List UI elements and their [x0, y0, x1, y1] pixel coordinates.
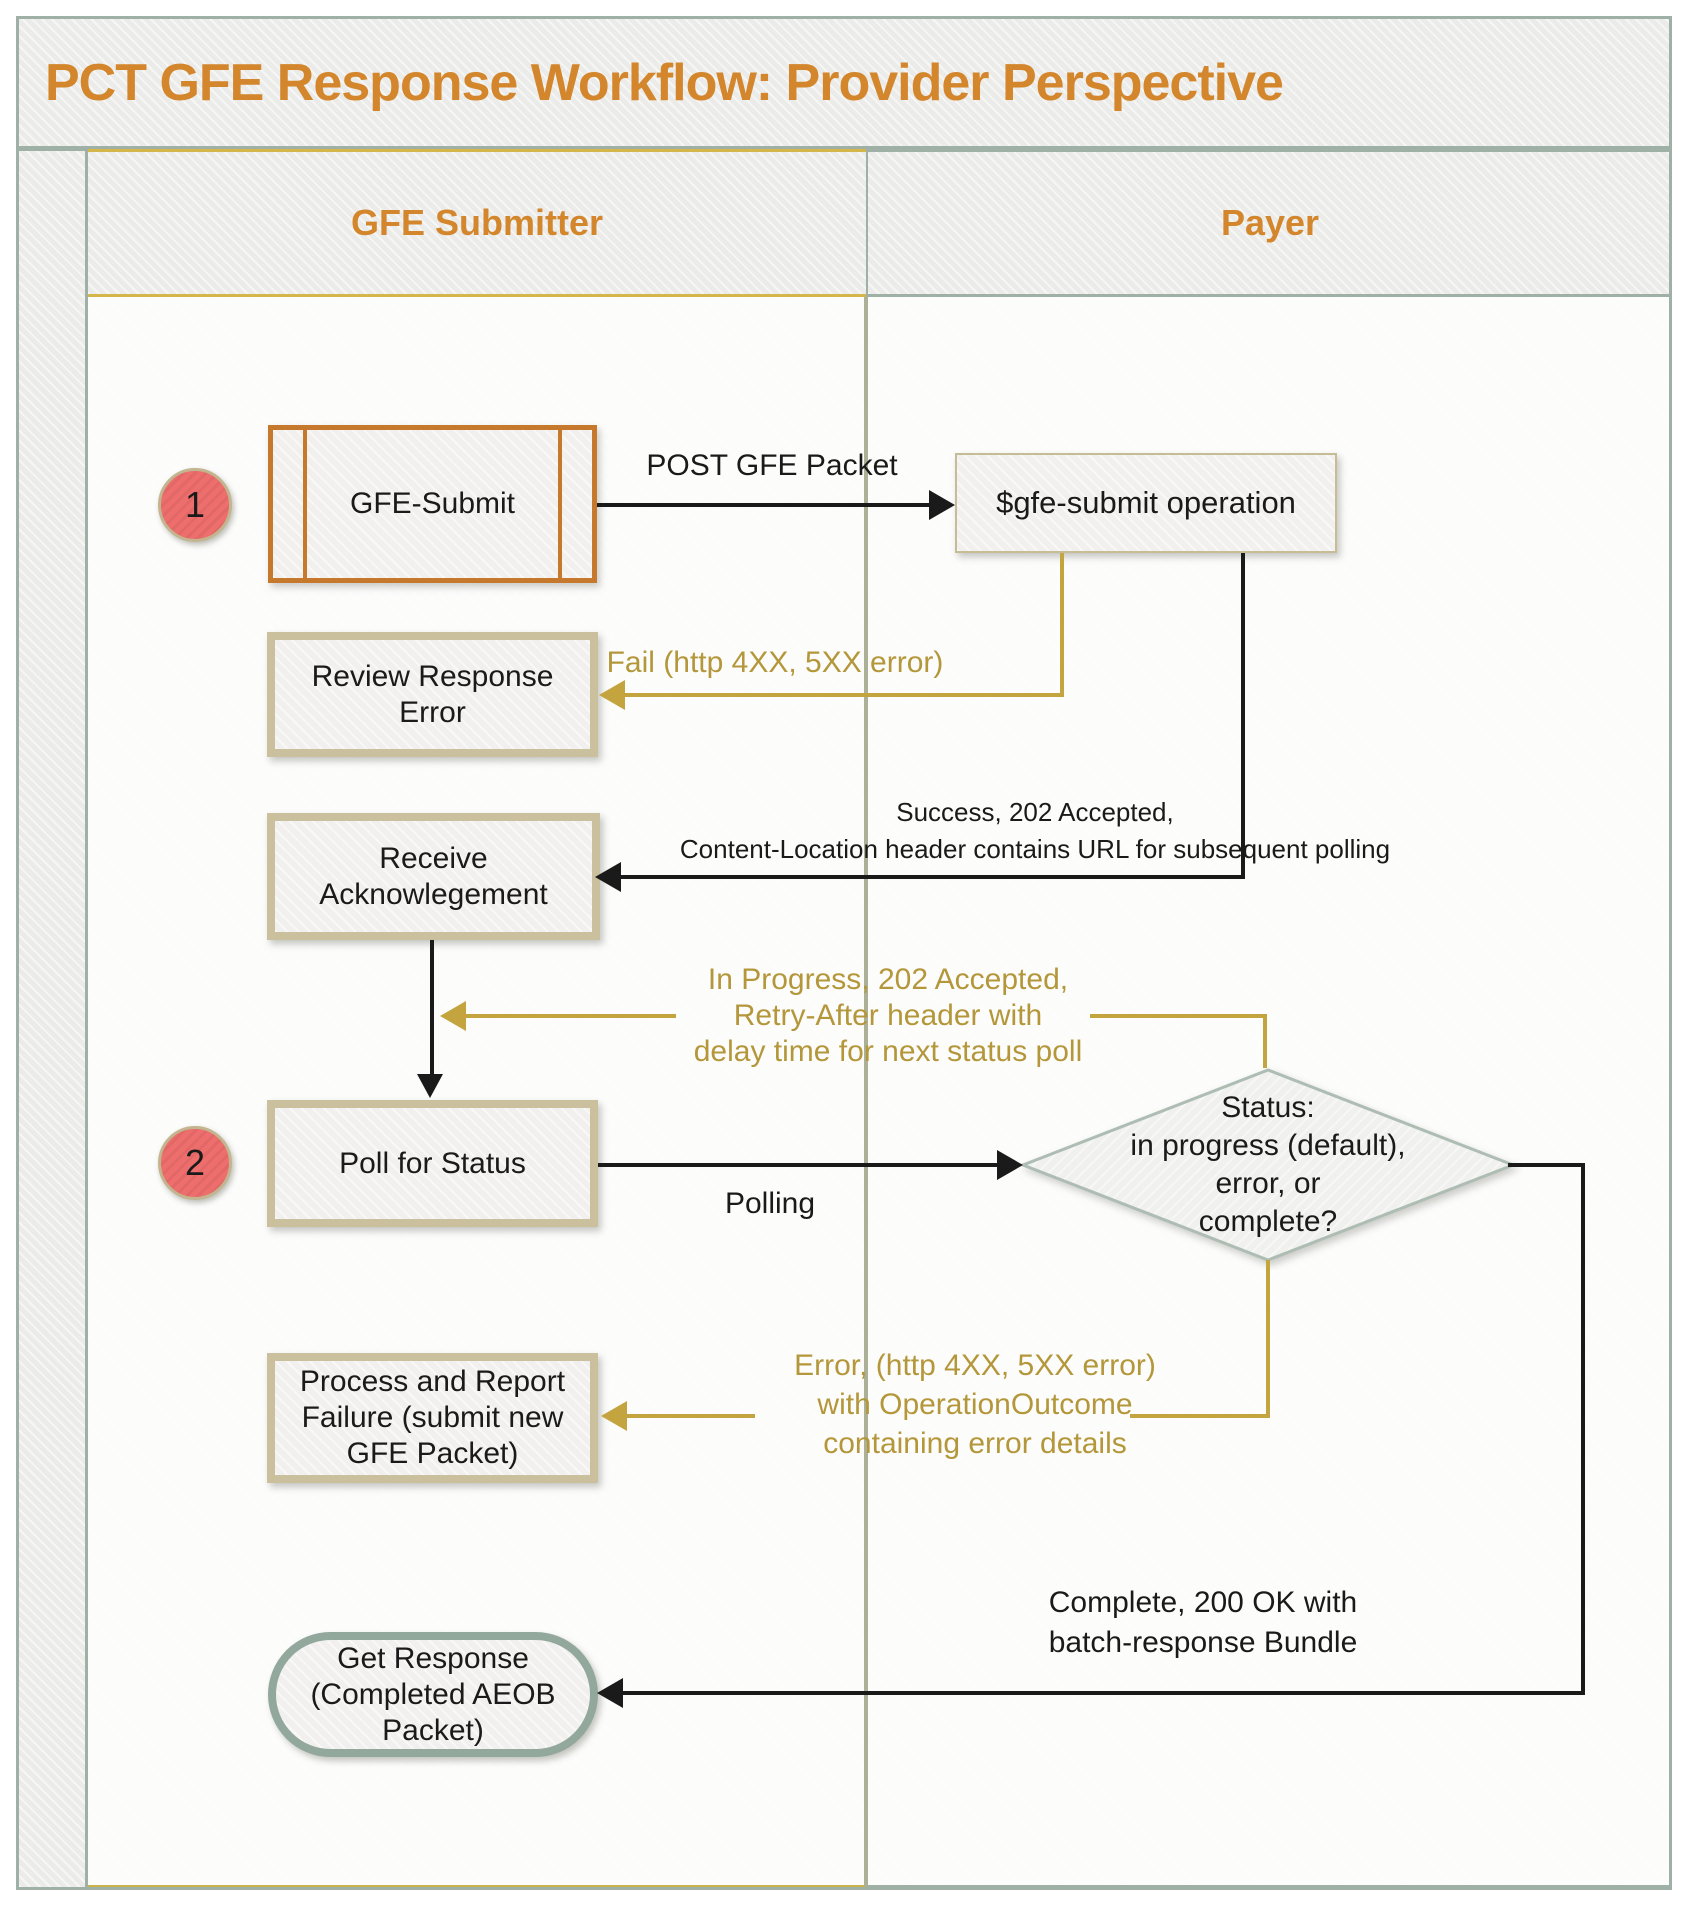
- edge-complete-hline-bottom: [623, 1691, 1583, 1695]
- edge-post-arrowhead: [929, 490, 955, 520]
- edge-polling-label: Polling: [724, 1187, 816, 1220]
- decision-line2: in progress (default),: [1130, 1129, 1406, 1162]
- edge-success-arrowhead: [595, 862, 621, 892]
- process-failure-line3: GFE Packet): [346, 1437, 519, 1470]
- edge-fail-vline: [1060, 553, 1064, 697]
- node-gfe-submit: [268, 425, 597, 583]
- receive-ack-line1: Receive: [379, 841, 488, 875]
- edge-post-label: POST GFE Packet: [646, 449, 898, 482]
- decision-line1: Status:: [1221, 1091, 1315, 1124]
- edge-error-label-1: Error, (http 4XX, 5XX error): [794, 1349, 1156, 1382]
- edge-receive-poll-arrowhead: [417, 1074, 443, 1098]
- node-get-response: [268, 1632, 598, 1757]
- edge-receive-poll-vline: [430, 940, 434, 1076]
- node-gfe-submit-label: GFE-Submit: [349, 487, 516, 520]
- edge-inprogress-label-2: Retry-After header with: [733, 999, 1043, 1032]
- edge-complete-label-1: Complete, 200 OK with: [1048, 1586, 1358, 1619]
- decision-diamond-text: [1058, 1086, 1478, 1244]
- gfe-submit-operation-label: $gfe-submit operation: [996, 485, 1296, 520]
- process-failure-line2: Failure (submit new: [301, 1401, 564, 1434]
- node-review-response-error: [267, 632, 598, 757]
- edge-success-label-1: Success, 202 Accepted,: [896, 797, 1174, 827]
- node-gfe-submit-operation: [955, 453, 1337, 553]
- node-poll-for-status: [267, 1100, 598, 1227]
- step-1-number: 1: [184, 484, 206, 525]
- step-2-badge: [158, 1126, 232, 1200]
- review-error-line1: Review Response: [311, 659, 554, 693]
- edge-complete-arrowhead: [597, 1678, 623, 1708]
- edge-complete-hline-top: [1508, 1163, 1585, 1167]
- edge-error-label: [725, 1346, 1225, 1463]
- subprocess-bar-left: [303, 430, 307, 578]
- edge-complete-vline: [1581, 1163, 1585, 1695]
- get-response-line2: (Completed AEOB: [310, 1677, 556, 1711]
- edge-inprogress-arrowhead: [440, 1001, 466, 1031]
- edge-inprogress-vline: [1263, 1014, 1267, 1068]
- edge-error-arrowhead: [601, 1401, 627, 1431]
- review-error-line2: Error: [399, 695, 466, 729]
- outer-frame: [16, 16, 1672, 1890]
- page-title: PCT GFE Response Workflow: Provider Perspective: [45, 53, 1283, 112]
- edge-success-vline: [1241, 553, 1245, 879]
- edge-complete-label: [1003, 1583, 1403, 1663]
- edge-error-label-2: with OperationOutcome: [817, 1388, 1133, 1421]
- node-process-report-failure: [267, 1353, 598, 1483]
- process-failure-line1: Process and Report: [299, 1365, 566, 1398]
- get-response-line1: Get Response: [337, 1641, 529, 1675]
- edge-post-line: [597, 503, 939, 507]
- edge-error-vline: [1266, 1260, 1270, 1418]
- edge-fail-hline: [625, 693, 1062, 697]
- edge-success-label-2: Content-Location header contains URL for subsequent polling: [679, 834, 1391, 864]
- lane-title-payer: Payer: [1220, 202, 1320, 243]
- node-receive-acknowlegement: [267, 813, 600, 940]
- poll-status-label: Poll for Status: [339, 1146, 526, 1180]
- step-1-badge: [158, 468, 232, 542]
- edge-inprogress-label: [638, 962, 1138, 1070]
- edge-polling-line: [598, 1163, 1003, 1167]
- get-response-line3: Packet): [382, 1713, 484, 1747]
- decision-line3: error, or: [1215, 1167, 1321, 1200]
- receive-ack-line2: Acknowlegement: [319, 877, 548, 911]
- edge-fail-arrowhead: [599, 680, 625, 710]
- lane-title-gfe-submitter: GFE Submitter: [350, 202, 604, 243]
- edge-complete-label-2: batch-response Bundle: [1048, 1626, 1358, 1659]
- subprocess-bar-right: [558, 430, 562, 578]
- decision-line4: complete?: [1198, 1205, 1338, 1238]
- edge-error-label-3: containing error details: [823, 1427, 1127, 1460]
- edge-inprogress-label-1: In Progress, 202 Accepted,: [707, 963, 1069, 996]
- edge-polling-arrowhead: [997, 1150, 1023, 1180]
- edge-fail-label: Fail (http 4XX, 5XX error): [606, 646, 944, 679]
- step-2-number: 2: [184, 1142, 206, 1183]
- edge-inprogress-label-3: delay time for next status poll: [693, 1035, 1083, 1068]
- edge-success-hline: [621, 875, 1243, 879]
